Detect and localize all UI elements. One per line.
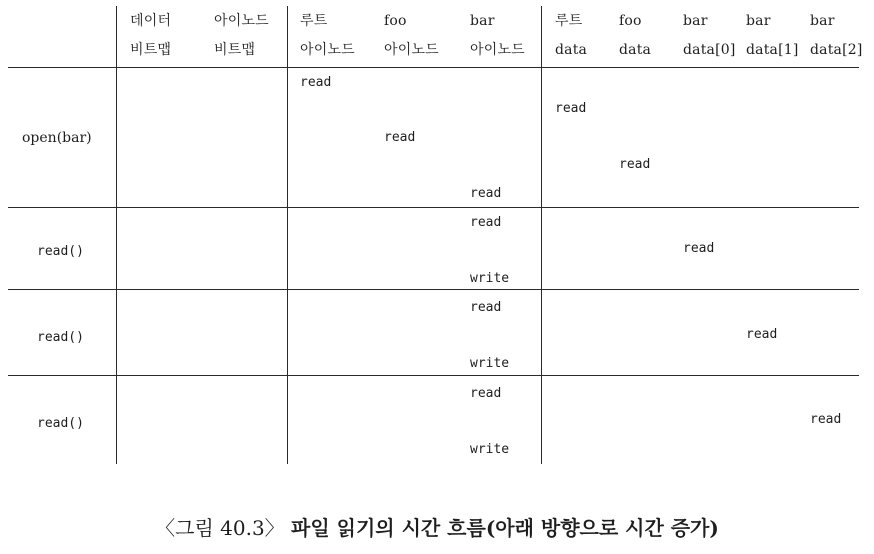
header-foo-data-line1: foo xyxy=(619,13,642,29)
row-label-read: read() xyxy=(37,244,84,259)
op-read: read xyxy=(470,215,502,230)
header-bar-data1-line2: data[1] xyxy=(746,42,799,58)
header-bar-data0-line2: data[0] xyxy=(683,42,736,58)
header-root-inode-line2: 아이노드 xyxy=(300,42,355,58)
header-root-inode-line1: 루트 xyxy=(300,13,328,29)
header-root-data-line2: data xyxy=(555,42,588,58)
header-inode-bitmap-line1: 아이노드 xyxy=(214,13,269,29)
column-divider-line xyxy=(287,6,288,464)
header-data-bitmap-line1: 데이터 xyxy=(130,13,172,29)
op-read: read xyxy=(683,241,715,256)
op-read: read xyxy=(470,386,502,401)
header-inode-bitmap-line2: 비트맵 xyxy=(214,42,256,58)
op-read: read xyxy=(470,186,502,201)
column-divider-line xyxy=(541,6,542,464)
op-read: read xyxy=(470,300,502,315)
header-data-bitmap-line2: 비트맵 xyxy=(130,42,172,58)
row-divider-line xyxy=(8,289,859,290)
op-read: read xyxy=(810,412,842,427)
header-foo-data-line2: data xyxy=(619,42,652,58)
header-bar-data0-line1: bar xyxy=(683,13,708,29)
row-divider-line xyxy=(8,207,859,208)
header-bar-inode-line1: bar xyxy=(470,13,495,29)
header-bar-data2-line1: bar xyxy=(810,13,835,29)
row-label-open-bar: open(bar) xyxy=(22,130,92,146)
header-bar-inode-line2: 아이노드 xyxy=(470,42,525,58)
op-read: read xyxy=(384,130,416,145)
op-read: read xyxy=(746,327,778,342)
figure-number: 〈그림 40.3〉 xyxy=(155,516,285,540)
op-write: write xyxy=(470,442,510,457)
op-write: write xyxy=(470,271,510,286)
header-divider-line xyxy=(8,67,859,68)
row-label-read: read() xyxy=(37,416,84,431)
header-foo-inode-line1: foo xyxy=(384,13,407,29)
op-write: write xyxy=(470,356,510,371)
figure-caption xyxy=(0,512,874,541)
header-foo-inode-line2: 아이노드 xyxy=(384,42,439,58)
row-divider-line xyxy=(8,375,859,376)
header-bar-data1-line1: bar xyxy=(746,13,771,29)
op-read: read xyxy=(300,75,332,90)
column-divider-line xyxy=(116,6,117,464)
op-read: read xyxy=(619,157,651,172)
op-read: read xyxy=(555,101,587,116)
figure-title: 파일 읽기의 시간 흐름(아래 방향으로 시간 증가) xyxy=(291,516,719,540)
row-label-read: read() xyxy=(37,330,84,345)
header-bar-data2-line2: data[2] xyxy=(810,42,863,58)
header-root-data-line1: 루트 xyxy=(555,13,583,29)
